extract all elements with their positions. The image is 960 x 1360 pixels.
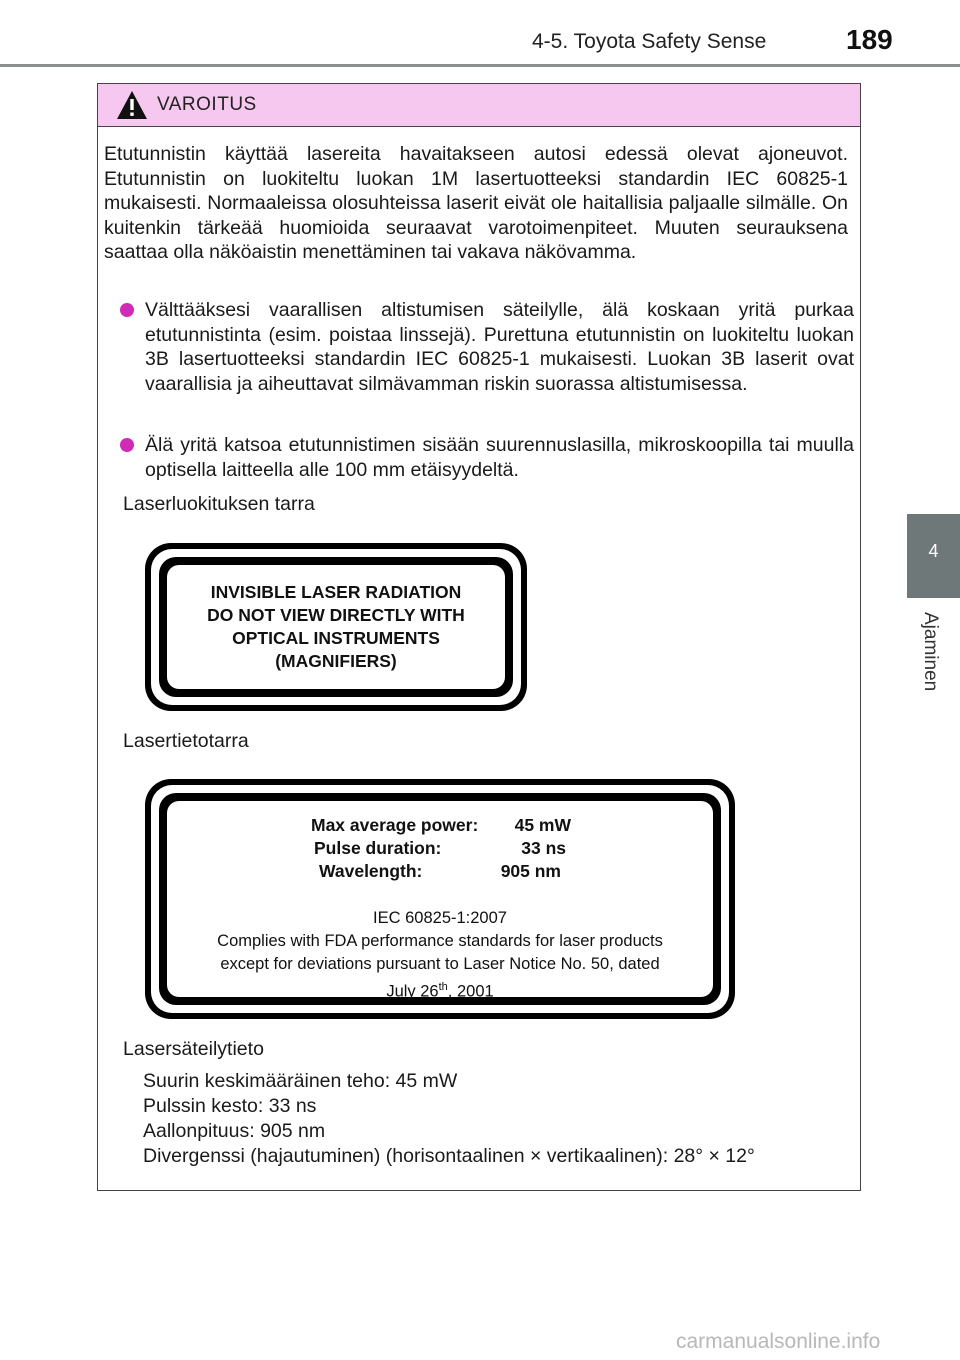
spec-value: 45 mW [514,815,571,835]
info-caption: Lasersäteilytieto [123,1038,264,1060]
date-text: , 2001 [447,982,494,1001]
info-line: Suurin keskimääräinen teho: 45 mW [143,1070,458,1092]
label-frame [151,549,521,705]
label-line: INVISIBLE LASER RADIATION [210,582,462,602]
bullet-item [120,298,854,396]
laser-class-label [145,543,527,711]
comply-line: Complies with FDA performance standards for laser products [217,932,663,950]
bullet-dot-icon [120,438,134,452]
label2-caption: Lasertietotarra [123,730,249,752]
header-rule [0,64,960,67]
info-line: Pulssin kesto: 33 ns [143,1095,317,1117]
warning-intro: Etutunnistin käyttää lasereita havaitakseen autosi edessä olevat ajoneuvot. Etutunnistin on luokiteltu luokan 1M lasertuotteeksi standardin IEC 60825-1 mukaisesti. Normaaleissa olosuhteissa laserit eivät ole haitallisia paljaalle silmälle. On kuitenkin tärkeää huomioida seuraavat varotoimenpiteet. Muuten seurauksena saattaa olla näköaistin menettäminen tai vakava näkövamma. [104,143,848,263]
header-section-title: 4-5. Toyota Safety Sense [532,30,767,53]
warning-box [97,83,861,1191]
standard-line: IEC 60825-1:2007 [373,909,507,927]
spec-value: 33 ns [521,838,566,858]
label-face [167,801,713,1001]
label1-caption: Laserluokituksen tarra [123,493,315,515]
comply-line: except for deviations pursuant to Laser Notice No. 50, dated [220,955,660,973]
label-line: OPTICAL INSTRUMENTS [232,628,440,648]
watermark: carmanualsonline.info [676,1330,881,1353]
chapter-tab[interactable] [907,514,960,598]
chapter-label: Ajaminen [920,612,941,692]
spec-value: 905 nm [500,861,561,881]
warning-title: VAROITUS [157,94,257,115]
label-frame [151,785,729,1013]
label-frame-inner [159,557,513,697]
bullet-text: Välttääksesi vaarallisen altistumisen säteilylle, älä koskaan yritä purkaa etutunnistinta (esim. poistaa linssejä). Purettuna etutunnistin on luokiteltu luokan 3B lasertuotteeksi standardin IEC 60825-1 mukaisesti. Luokan 3B laserit ovat vaarallisia ja aiheuttavat silmävamman riskin suorassa altistumisessa. [145,299,854,395]
info-lines [143,1069,755,1169]
warning-header [98,84,860,127]
date-line [167,976,713,1004]
page-number: 189 [846,24,893,55]
warning-triangle-icon [116,90,148,120]
info-line: Divergenssi (hajautuminen) (horisontaalinen × vertikaalinen): 28° × 12° [143,1145,755,1167]
spec-name: Pulse duration: [314,838,442,858]
laser-info-label [145,779,735,1019]
label-face [167,565,505,689]
date-text: July 26 [386,982,439,1001]
label-line: (MAGNIFIERS) [275,651,397,671]
bullet-item [120,433,854,482]
spec-name: Wavelength: [319,861,423,881]
bullet-text: Älä yritä katsoa etutunnistimen sisään suurennuslasilla, mikroskoopilla tai muulla optisella laitteella alle 100 mm etäisyydeltä. [145,434,854,481]
label-line: DO NOT VIEW DIRECTLY WITH [207,605,465,625]
info-line: Aallonpituus: 905 nm [143,1120,326,1142]
label-frame-inner [159,793,721,1005]
laser-class-label-text [167,581,505,673]
chapter-tab-number: 4 [928,541,939,561]
bullet-dot-icon [120,303,134,317]
spec-name: Max average power: [311,815,479,835]
date-suffix: th [438,981,448,993]
